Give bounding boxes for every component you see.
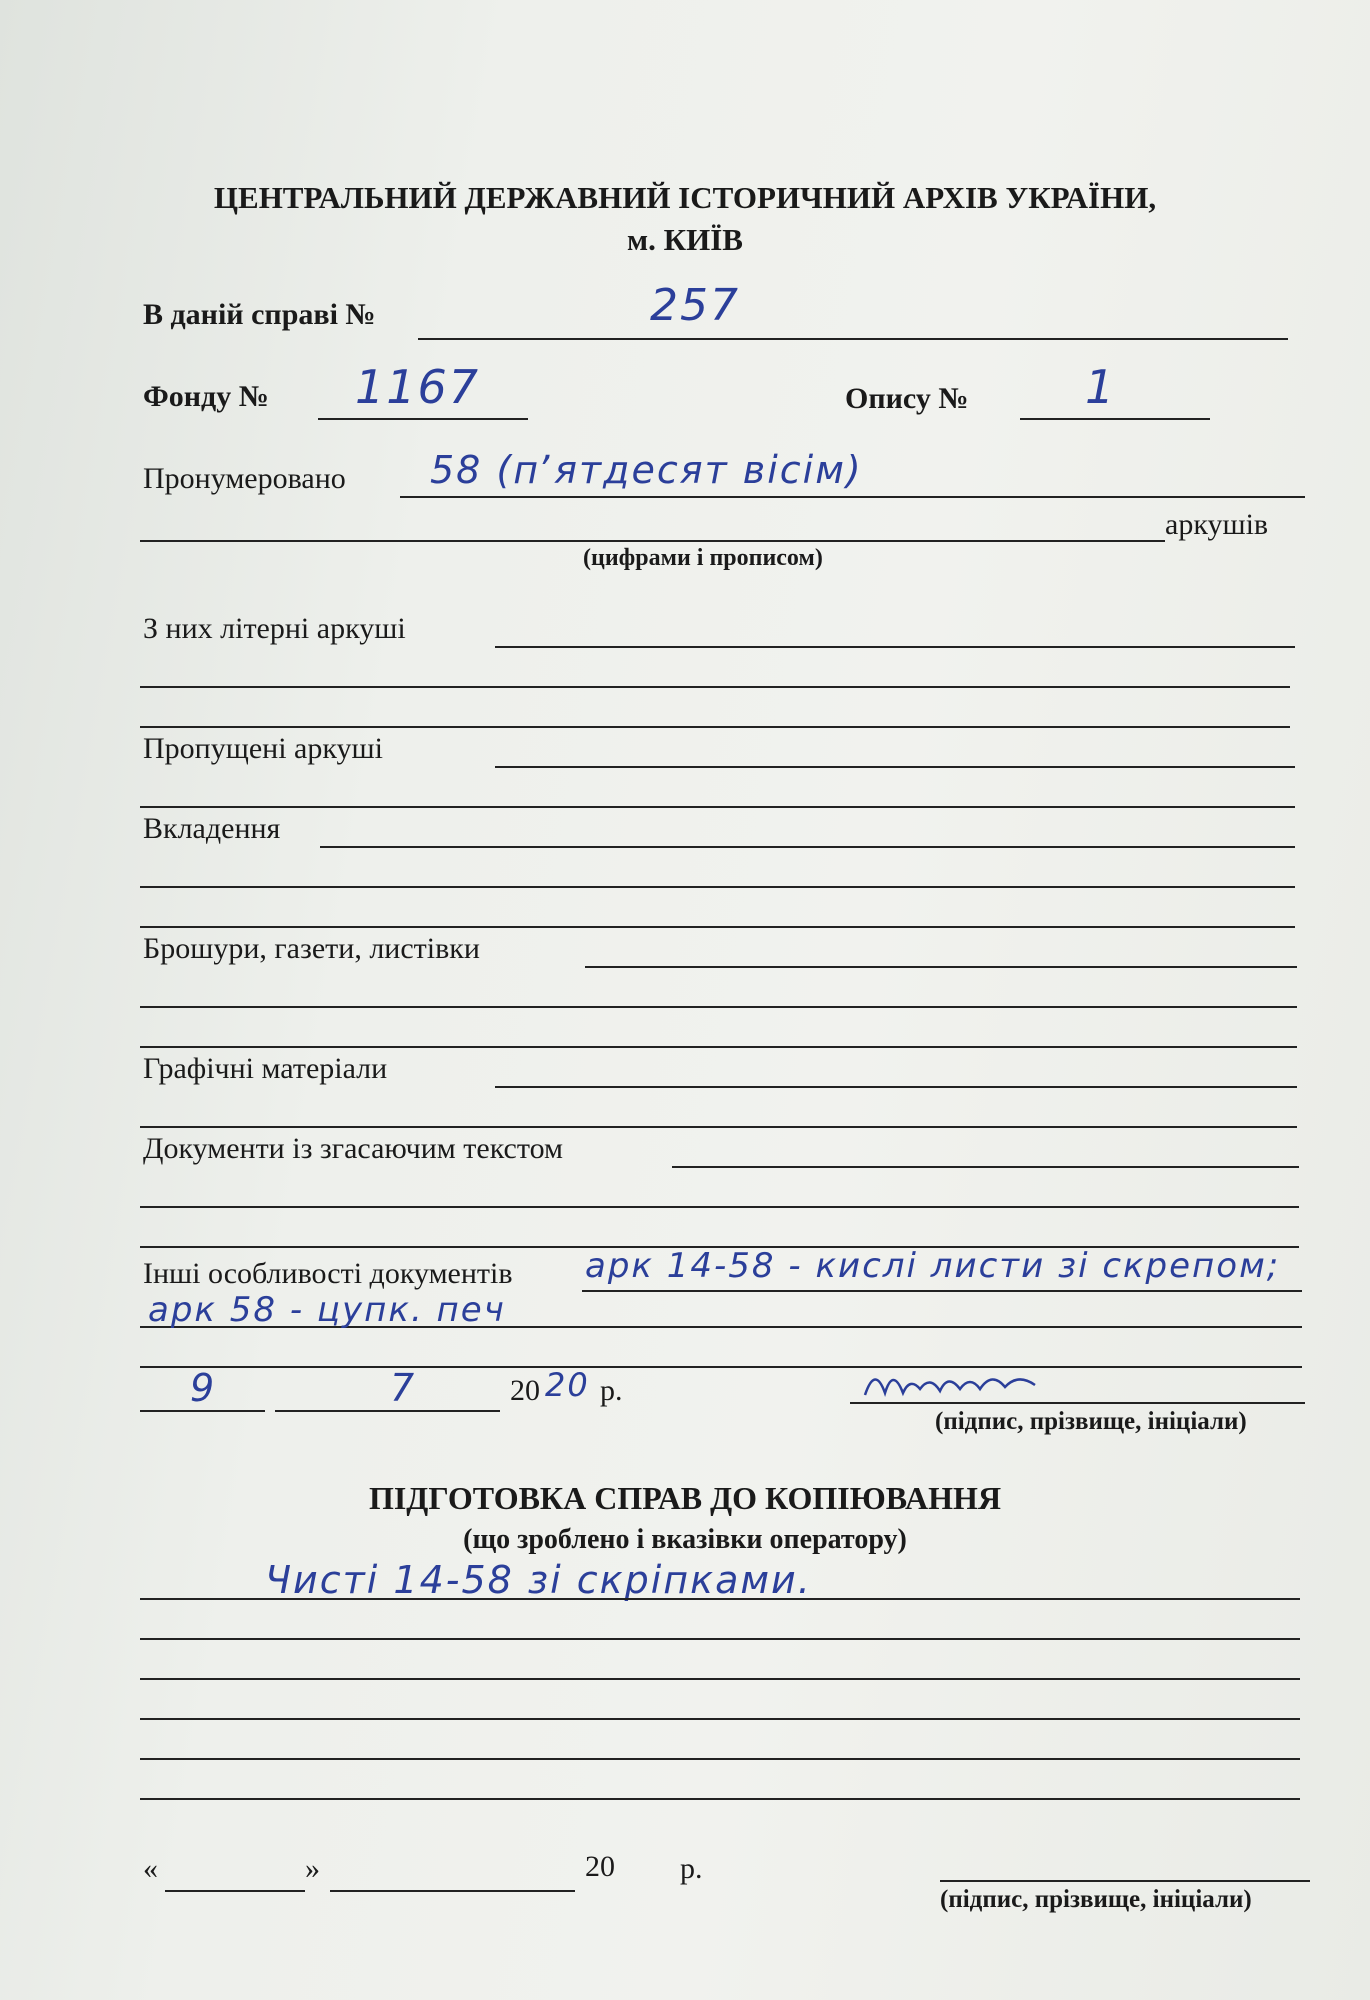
letter-sheets-line [495,646,1295,648]
footer-open-quote: « [143,1852,158,1885]
brochures-line [585,966,1297,968]
numbered-line [400,496,1305,498]
footer-day-line [165,1890,305,1892]
other-features-line [582,1290,1302,1292]
other-features-label: Інші особливості документів [143,1257,513,1290]
attachments-line-2 [140,886,1295,888]
numbered-hint: (цифрами і прописом) [583,545,823,571]
brochures-line-3 [140,1046,1297,1048]
other-features-line-3 [140,1366,1302,1368]
attachments-line [320,846,1295,848]
date-year-suffix: 20 [545,1366,590,1404]
archive-city: м. КИЇВ [627,222,743,257]
numbered-label: Пронумеровано [143,462,346,495]
numbered-line-2 [140,540,1165,542]
numbered-value: 58 (пʼятдесят вісім) [430,448,863,492]
missing-sheets-label: Пропущені аркуші [143,732,383,765]
section2-note: Чисті 14-58 зі скріпками. [265,1558,812,1602]
opys-line [1020,418,1210,420]
signature-caption: (підпис, прізвище, ініціали) [935,1408,1247,1435]
signature-scribble [860,1355,1060,1405]
graphics-label: Графічні матеріали [143,1052,388,1085]
date-month-line [275,1410,500,1412]
section2-line-4 [140,1718,1300,1720]
fading-text-line-2 [140,1206,1299,1208]
section2-title: ПІДГОТОВКА СПРАВ ДО КОПІЮВАННЯ [368,1480,1002,1516]
section2-subtitle: (що зроблено і вказівки оператору) [463,1524,907,1555]
letter-sheets-label: З них літерні аркуші [143,612,406,645]
missing-sheets-line [495,766,1295,768]
section2-line-2 [140,1638,1300,1640]
graphics-line-2 [140,1126,1297,1128]
footer-year-prefix: 20 [585,1850,615,1883]
section2-line-5 [140,1758,1300,1760]
attachments-line-3 [140,926,1295,928]
case-number-label: В даній справі № [143,298,376,331]
date-month: 7 [390,1366,417,1410]
date-day-line [140,1410,265,1412]
fond-label: Фонду № [143,380,269,413]
date-year-suffix-label: р. [600,1374,623,1407]
other-features-value-1: арк 14-58 - кислі листи зі скрепом; [585,1246,1281,1286]
footer-signature-line [940,1880,1310,1882]
section2-line-1 [140,1598,1300,1600]
fond-line [318,418,528,420]
case-number-value: 257 [650,280,740,331]
date-day: 9 [190,1366,217,1410]
fond-value: 1167 [355,360,481,414]
footer-year-suffix: р. [680,1852,703,1885]
brochures-label: Брошури, газети, листівки [143,932,480,965]
case-number-line [418,338,1288,340]
other-features-value-2: арк 58 - цупк. печ [148,1290,506,1330]
opys-value: 1 [1085,360,1117,414]
brochures-line-2 [140,1006,1297,1008]
fading-text-label: Документи із згасаючим текстом [143,1132,563,1165]
fading-text-line [672,1166,1299,1168]
missing-sheets-line-2 [140,806,1295,808]
sheets-suffix: аркушів [1165,508,1269,541]
letter-sheets-line-2 [140,686,1290,688]
letter-sheets-line-3 [140,726,1290,728]
footer-month-line [330,1890,575,1892]
date-year-prefix: 20 [510,1374,540,1407]
footer-close-quote: » [305,1852,320,1885]
section2-line-3 [140,1678,1300,1680]
attachments-label: Вкладення [143,812,281,845]
archive-title: ЦЕНТРАЛЬНИЙ ДЕРЖАВНИЙ ІСТОРИЧНИЙ АРХІВ УКРАЇНИ, [213,180,1157,215]
graphics-line [495,1086,1297,1088]
section2-line-6 [140,1798,1300,1800]
footer-signature-caption: (підпис, прізвище, ініціали) [940,1886,1252,1913]
opys-label: Опису № [845,382,969,415]
